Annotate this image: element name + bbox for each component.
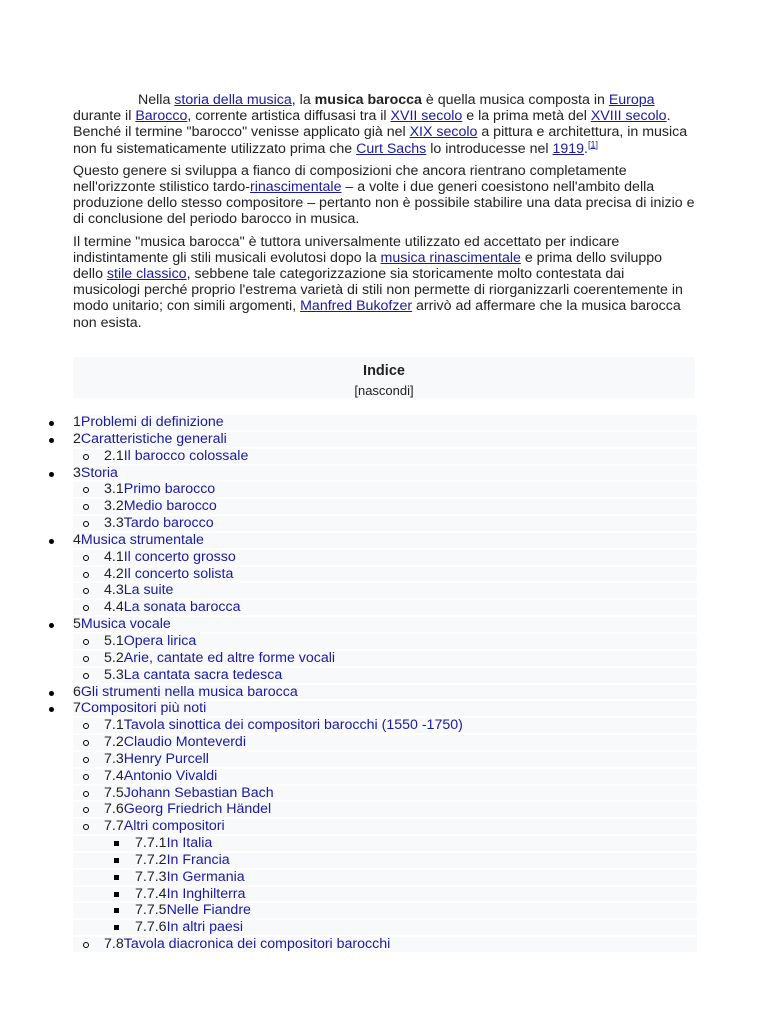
link-stile-classico[interactable]: stile classico bbox=[106, 266, 187, 283]
bullet-disc-icon bbox=[49, 472, 54, 477]
toc-item-link[interactable]: Henry Purcell bbox=[123, 750, 209, 767]
toc-item-link[interactable]: La cantata sacra tedesca bbox=[123, 666, 283, 683]
link-1919[interactable]: 1919 bbox=[552, 140, 585, 157]
toc-item-link[interactable]: La sonata barocca bbox=[123, 599, 241, 616]
link-manfred-bukofzer[interactable]: Manfred Bukofzer bbox=[300, 298, 413, 315]
toc-item-text bbox=[104, 717, 463, 734]
toc-item-link[interactable]: Antonio Vivaldi bbox=[123, 767, 218, 784]
toc-item[interactable] bbox=[0, 566, 697, 583]
toc-item-number: 5.3 bbox=[104, 666, 124, 683]
toc-item-text bbox=[104, 549, 236, 566]
toc-item-number: 7.7.6 bbox=[135, 919, 167, 936]
toc-item[interactable] bbox=[0, 936, 697, 953]
toc-item[interactable] bbox=[0, 902, 697, 919]
toc-item-link[interactable]: In Germania bbox=[166, 868, 245, 885]
bullet-disc-icon bbox=[49, 421, 54, 426]
toc-item-number: 7.6 bbox=[104, 801, 124, 818]
paragraph-3 bbox=[73, 234, 695, 331]
toc-item-text bbox=[104, 801, 271, 818]
paragraph-2 bbox=[73, 163, 695, 228]
text: – a volte i due generi coesistono nell'ambito della produzione dello stesso compositore – pertanto non è possibile stabilire una data precisa di inizio e di conclusione del periodo barocco in musica. bbox=[73, 179, 695, 228]
toc-item[interactable] bbox=[0, 599, 697, 616]
toc-item[interactable] bbox=[0, 919, 697, 936]
toc-item-text bbox=[104, 599, 240, 616]
toc-item-link[interactable]: Primo barocco bbox=[123, 481, 216, 498]
toc-item-link[interactable]: Claudio Monteverdi bbox=[123, 734, 246, 751]
toc-item-text bbox=[104, 566, 233, 583]
toc-item[interactable] bbox=[0, 852, 697, 869]
link-musica-rinascimentale[interactable]: musica rinascimentale bbox=[380, 249, 521, 266]
text: lo introducesse nel bbox=[426, 140, 553, 157]
toc-item-text bbox=[104, 667, 282, 684]
link-storia-della-musica[interactable]: storia della musica bbox=[174, 92, 292, 108]
toc-item-number: 1 bbox=[73, 414, 81, 430]
toc-item-background bbox=[73, 466, 697, 481]
toc-item-number: 7.7 bbox=[104, 818, 124, 835]
toc-item[interactable] bbox=[0, 549, 697, 566]
toc-item[interactable] bbox=[0, 835, 697, 852]
link-xvii-secolo[interactable]: XVII secolo bbox=[390, 108, 463, 125]
link-rinascimentale[interactable]: rinascimentale bbox=[249, 179, 342, 196]
toc-item-link[interactable]: In Italia bbox=[166, 835, 213, 852]
text: , corrente artistica diffusasi tra il bbox=[187, 108, 391, 125]
toc-item[interactable] bbox=[0, 751, 697, 768]
toc-item-text bbox=[104, 751, 209, 768]
text: a pittura e architettura, in musica non fu sistematicamente utilizzato prima che bbox=[73, 124, 688, 157]
toc-item-link[interactable]: Compositori più noti bbox=[80, 700, 207, 717]
toc-item-number: 7.7.3 bbox=[135, 868, 167, 885]
toc-item[interactable] bbox=[0, 801, 697, 818]
toc-item-text bbox=[104, 481, 215, 498]
text: è quella musica composta in bbox=[421, 92, 609, 108]
bullet-circle-icon bbox=[83, 639, 89, 645]
toc-item-number: 5.1 bbox=[104, 632, 124, 649]
toc-item[interactable] bbox=[0, 465, 697, 482]
toc-item-number: 3.1 bbox=[104, 481, 124, 498]
bullet-disc-icon bbox=[49, 707, 54, 712]
toc-item-number: 4.3 bbox=[104, 582, 124, 599]
toc-item-text bbox=[135, 835, 212, 852]
text: Questo genere si sviluppa a fianco di composizioni che ancora rientrano completamente nell'orizzonte stilistico tardo- bbox=[73, 162, 627, 196]
toc-item-number: 7.7.2 bbox=[135, 851, 167, 868]
bullet-circle-icon bbox=[83, 572, 89, 578]
toc-item-link[interactable]: Altri compositori bbox=[123, 818, 225, 835]
toc-item-link[interactable]: Medio barocco bbox=[123, 498, 217, 515]
reference-link[interactable]: [1] bbox=[587, 138, 598, 149]
toc-item-text bbox=[104, 936, 390, 953]
bullet-square-icon bbox=[114, 908, 119, 913]
toc-item-text bbox=[104, 633, 196, 650]
bullet-square-icon bbox=[114, 858, 119, 863]
text: , la bbox=[291, 92, 315, 108]
toc-item[interactable] bbox=[0, 448, 697, 465]
bullet-circle-icon bbox=[83, 774, 89, 780]
bullet-disc-icon bbox=[49, 539, 54, 544]
toc-item-number: 7.8 bbox=[104, 936, 124, 953]
link-xix-secolo[interactable]: XIX secolo bbox=[409, 124, 478, 141]
toc-item[interactable] bbox=[0, 431, 697, 448]
toc-item[interactable] bbox=[0, 582, 697, 599]
bullet-square-icon bbox=[114, 925, 119, 930]
toc-item-number: 7.7.5 bbox=[135, 902, 167, 919]
bullet-circle-icon bbox=[83, 757, 89, 763]
toc-item-text bbox=[73, 700, 206, 717]
toc-item-number: 2 bbox=[73, 430, 81, 447]
toc-item-number: 7 bbox=[73, 700, 81, 717]
bullet-square-icon bbox=[114, 875, 119, 880]
article-body bbox=[73, 92, 695, 337]
toc-item-text bbox=[73, 616, 171, 633]
toc-item-number: 4.4 bbox=[104, 599, 124, 616]
toc-item-text bbox=[73, 532, 204, 549]
toc-item-number: 6 bbox=[73, 683, 81, 700]
toc-item-link[interactable]: Arie, cantate ed altre forme vocali bbox=[123, 649, 336, 666]
toc-item[interactable] bbox=[0, 481, 697, 498]
toc-item[interactable] bbox=[0, 532, 697, 549]
toc-item-link[interactable]: Tardo barocco bbox=[123, 515, 214, 532]
toc-item-link[interactable]: Tavola sinottica dei compositori barocchi (1550 -1750) bbox=[123, 717, 463, 734]
text: e la prima metà del bbox=[462, 108, 591, 125]
toc-item-text bbox=[135, 902, 251, 919]
toc-item-text bbox=[135, 886, 245, 903]
toc-item[interactable] bbox=[0, 684, 697, 701]
toc-item-link[interactable]: Georg Friedrich Händel bbox=[123, 801, 272, 818]
toc-item-number: 4.2 bbox=[104, 565, 124, 582]
toc-item-link[interactable]: Storia bbox=[80, 464, 118, 481]
text: , sebbene tale categorizzazione sia storicamente molto contestata dai musicologi perché proprio l'estrema varietà di stili non permette di riorganizzarli coerentemente in modo unitario; con simili argomenti, bbox=[73, 266, 683, 315]
toc-item-text bbox=[135, 852, 230, 869]
toc-item-link[interactable]: Il concerto solista bbox=[123, 565, 234, 582]
link-europa[interactable]: Europa bbox=[608, 92, 655, 108]
toc-item-text bbox=[73, 684, 298, 701]
toc-item[interactable] bbox=[0, 886, 697, 903]
bullet-square-icon bbox=[114, 892, 119, 897]
bullet-disc-icon bbox=[49, 691, 54, 696]
toc-item-link[interactable]: In Francia bbox=[166, 851, 230, 868]
toc-item-link[interactable]: Il concerto grosso bbox=[123, 548, 236, 565]
toc-item-link[interactable]: Problemi di definizione bbox=[80, 414, 224, 430]
toc-item-text bbox=[104, 448, 248, 465]
reference-sup bbox=[588, 139, 598, 149]
toc-item[interactable] bbox=[0, 734, 697, 751]
toc-item[interactable] bbox=[0, 869, 697, 886]
toc-item-number: 5 bbox=[73, 616, 81, 633]
toc-item[interactable] bbox=[0, 633, 697, 650]
toc-item-text bbox=[104, 785, 274, 802]
bullet-circle-icon bbox=[83, 555, 89, 561]
toc-item-number: 7.1 bbox=[104, 717, 124, 734]
bold-term: musica barocca bbox=[314, 92, 422, 108]
bullet-circle-icon bbox=[83, 791, 89, 797]
toc-item-text bbox=[104, 515, 214, 532]
toc-item-number: 3.3 bbox=[104, 515, 124, 532]
toc-item-link[interactable]: Nelle Fiandre bbox=[166, 902, 251, 919]
toc-toggle-button[interactable]: [nascondi] bbox=[354, 383, 414, 398]
toc-item-link[interactable]: Caratteristiche generali bbox=[80, 430, 227, 447]
link-xviii-secolo[interactable]: XVIII secolo bbox=[590, 108, 667, 125]
bullet-circle-icon bbox=[83, 673, 89, 679]
toc-item-number: 7.3 bbox=[104, 750, 124, 767]
text: . bbox=[584, 140, 588, 157]
toc-item[interactable] bbox=[0, 785, 697, 802]
toc-item-text bbox=[104, 498, 217, 515]
toc-item-link[interactable]: Musica strumentale bbox=[80, 531, 204, 548]
toc-item-number: 7.7.1 bbox=[135, 835, 167, 852]
text: . Benché il termine "barocco" venisse applicato già nel bbox=[73, 108, 671, 141]
toc-item[interactable] bbox=[0, 700, 697, 717]
toc-item-number: 2.1 bbox=[104, 447, 124, 464]
toc-item-number: 7.5 bbox=[104, 784, 124, 801]
toc-header bbox=[73, 357, 695, 398]
bullet-circle-icon bbox=[83, 740, 89, 746]
text: e prima dello sviluppo dello bbox=[73, 249, 663, 283]
toc-item-link[interactable]: Gli strumenti nella musica barocca bbox=[80, 683, 298, 700]
toc-item-link[interactable]: Opera lirica bbox=[123, 632, 197, 649]
toc-item[interactable] bbox=[0, 414, 697, 431]
text: Il termine "musica barocca" è tuttora universalmente utilizzato ed accettato per indicare indistintamente gli stili musicali evolutosi dopo la bbox=[73, 233, 620, 266]
toc-item-number: 4.1 bbox=[104, 548, 124, 565]
toc-item-number: 7.7.4 bbox=[135, 885, 167, 902]
bullet-disc-icon bbox=[49, 438, 54, 443]
toc-item-text bbox=[73, 465, 118, 482]
toc-item-link[interactable]: Tavola diacronica dei compositori barocchi bbox=[123, 936, 391, 953]
toc-item-link[interactable]: Johann Sebastian Bach bbox=[123, 784, 274, 801]
toc-item-text bbox=[104, 768, 217, 785]
toc-item-text bbox=[73, 431, 227, 448]
toc-item[interactable] bbox=[0, 515, 697, 532]
toc-item-link[interactable]: In altri paesi bbox=[166, 919, 244, 936]
toc-title: Indice bbox=[363, 363, 405, 379]
bullet-circle-icon bbox=[83, 454, 89, 460]
toc-item[interactable] bbox=[0, 717, 697, 734]
link-curt-sachs[interactable]: Curt Sachs bbox=[356, 140, 427, 157]
toc-item-text bbox=[104, 582, 173, 599]
toc-item-link[interactable]: La suite bbox=[123, 582, 174, 599]
toc-item-link[interactable]: In Inghilterra bbox=[166, 885, 246, 902]
toc-item-text bbox=[73, 414, 224, 431]
toc-item[interactable] bbox=[0, 616, 697, 633]
toc-list bbox=[0, 414, 697, 953]
toc-item-text bbox=[135, 869, 245, 886]
toc-item-text bbox=[104, 650, 335, 667]
toc-item-number: 5.2 bbox=[104, 649, 124, 666]
toc-item[interactable] bbox=[0, 667, 697, 684]
text: durante il bbox=[73, 108, 136, 125]
toc-item[interactable] bbox=[0, 768, 697, 785]
toc-item-number: 7.4 bbox=[104, 767, 124, 784]
bullet-square-icon bbox=[114, 841, 119, 846]
toc-item-number: 4 bbox=[73, 531, 81, 548]
bullet-circle-icon bbox=[83, 656, 89, 662]
text: arrivò ad affermare che la musica barocca non esista. bbox=[73, 298, 681, 331]
intro-paragraph bbox=[73, 92, 695, 157]
toc-item-number: 3.2 bbox=[104, 498, 124, 515]
toc-item-number: 3 bbox=[73, 464, 81, 481]
toc-item-number: 7.2 bbox=[104, 734, 124, 751]
toc-item[interactable] bbox=[0, 498, 697, 515]
bullet-disc-icon bbox=[49, 623, 54, 628]
toc-item-link[interactable]: Musica vocale bbox=[80, 616, 171, 633]
toc-item[interactable] bbox=[0, 650, 697, 667]
toc-item-link[interactable]: Il barocco colossale bbox=[123, 447, 249, 464]
toc-item-text bbox=[104, 818, 225, 835]
text: Nella bbox=[138, 92, 175, 108]
link-barocco[interactable]: Barocco bbox=[135, 108, 188, 125]
toc-item-text bbox=[135, 919, 243, 936]
toc-item-text bbox=[104, 734, 246, 751]
toc-item[interactable] bbox=[0, 818, 697, 835]
